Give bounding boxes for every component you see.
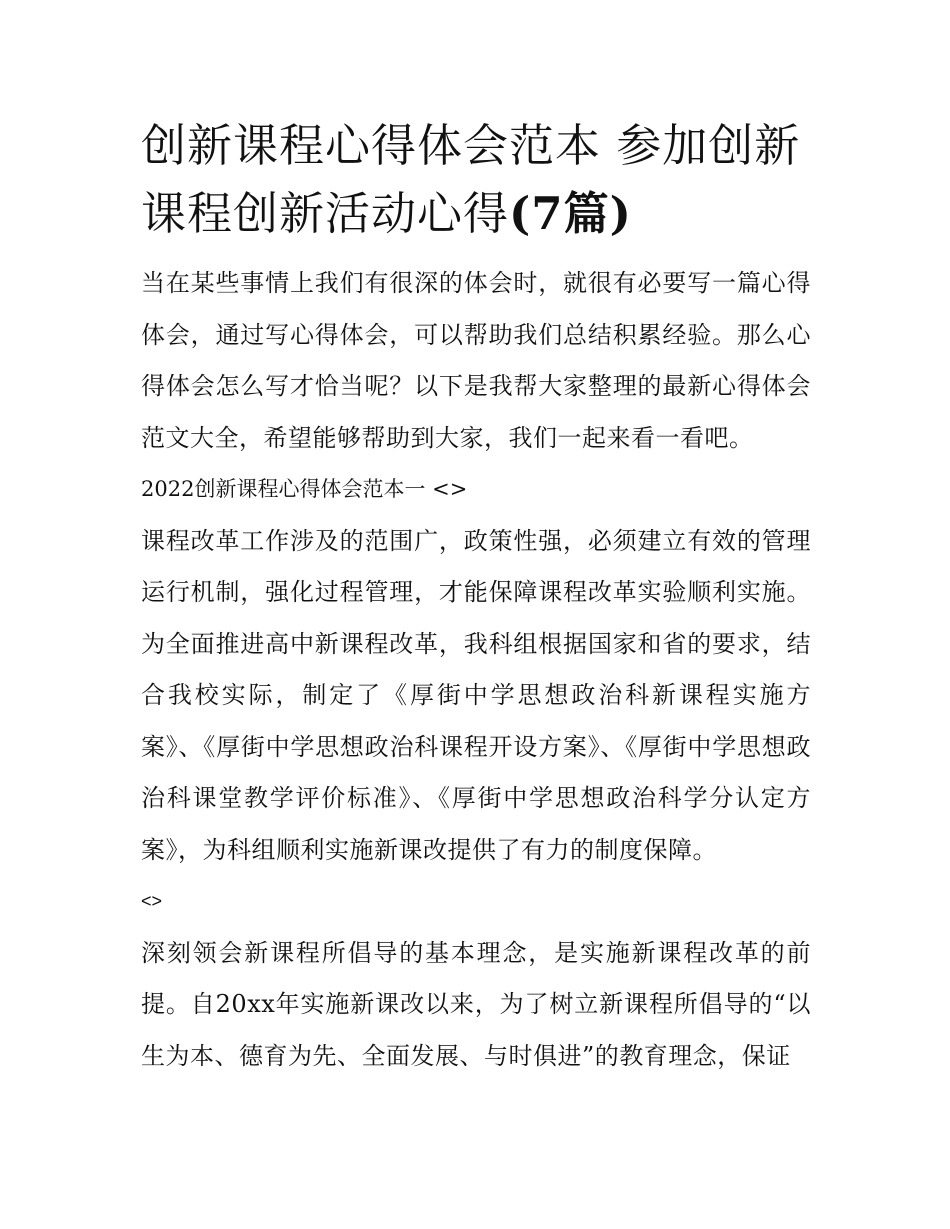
document-page bbox=[141, 112, 811, 1082]
document-title bbox=[141, 112, 811, 248]
placeholder-mark: <> bbox=[141, 891, 163, 911]
body-paragraph-2: 深刻领会新课程所倡导的基本理念，是实施新课程改革的前提。自20xx年实施新课改以来，为了树立新课程所倡导的“以生为本、德育为先、全面发展、与时俱进”的教育理念，保证 bbox=[141, 938, 811, 1070]
body-paragraph-1: 课程改革工作涉及的范围广，政策性强，必须建立有效的管理运行机制，强化过程管理，才能保障课程改革实验顺利实施。为全面推进高中新课程改革，我科组根据国家和省的要求，结合我校实际，制定了《厚街中学思想政治科新课程实施方案》、《厚街中学思想政治科课程开设方案》、《厚街中学思想政治科课堂教学评价标准》、《厚街中学思想政治科学分认定方案》，为科组顺利实施新课改提供了有力的制度保障。 bbox=[141, 526, 811, 864]
intro-paragraph: 当在某些事情上我们有很深的体会时，就很有必要写一篇心得体会，通过写心得体会，可以帮助我们总结积累经验。那么心得体会怎么写才恰当呢？以下是我帮大家整理的最新心得体会范文大全，希望能够帮助到大家，我们一起来看一看吧。 bbox=[141, 269, 811, 452]
section-heading: 2022创新课程心得体会范本一 <> bbox=[141, 477, 468, 501]
title-count: (7篇) bbox=[509, 187, 632, 240]
title-main: 创新课程心得体会范本 参加创新课程创新活动心得 bbox=[141, 119, 801, 240]
